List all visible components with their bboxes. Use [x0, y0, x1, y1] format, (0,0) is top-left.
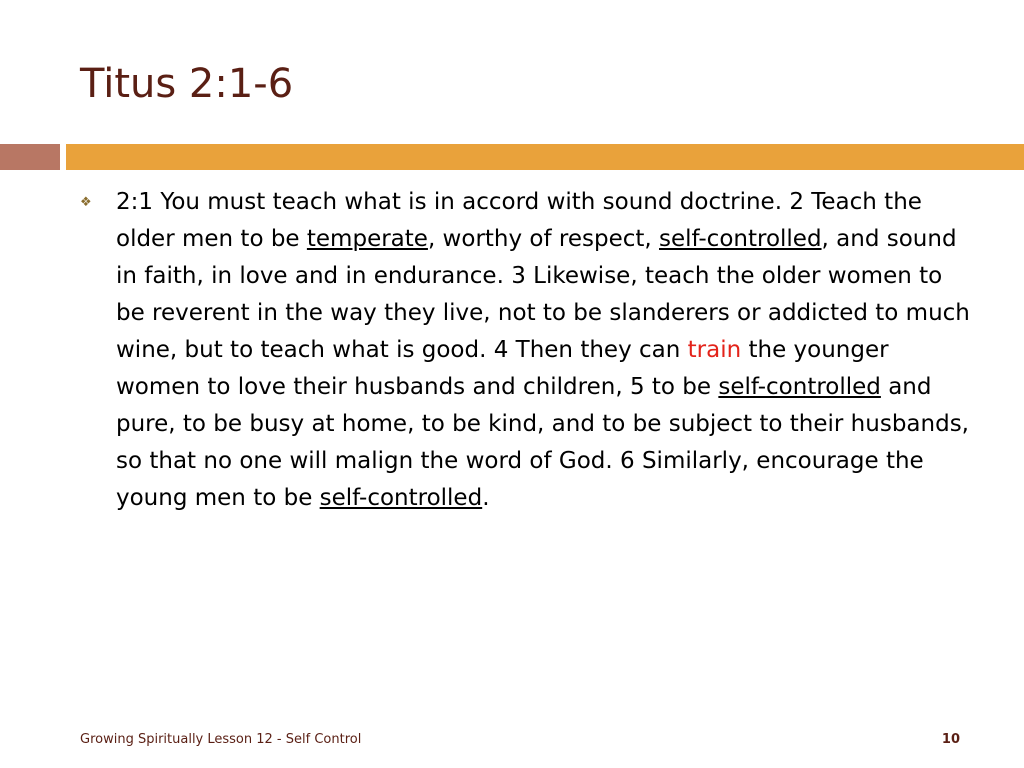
decorative-bar-right: [66, 144, 1024, 170]
scripture-text-segment: .: [482, 485, 490, 511]
page-number: 10: [941, 732, 960, 747]
scripture-text-segment: and pure, to be busy at home, to be kind, and to be subject to their husbands, so that no one will malign the word of God. 6 Similarly, encourage the young men to be: [116, 374, 969, 511]
underlined-term-self-controlled: self-controlled: [319, 485, 483, 511]
footer-lesson-title: Growing Spiritually Lesson 12 - Self Control: [80, 732, 362, 747]
underlined-term-self-controlled: self-controlled: [718, 374, 881, 400]
underlined-term-temperate: temperate: [306, 226, 428, 252]
highlighted-term-train: train: [687, 337, 742, 363]
scripture-text-segment: , and sound in faith, in love and in endurance. 3 Likewise, teach the older women to be reverent in the way they live, not to be slanderers or addicted to much wine, but to teach what is good. 4 Then they can: [116, 226, 970, 363]
scripture-text-segment: , worthy of respect,: [427, 226, 660, 252]
decorative-bar-left: [0, 144, 60, 170]
scripture-text-segment: 2:1 You must teach what is in accord with sound doctrine. 2 Teach the older men to be: [116, 189, 922, 252]
scripture-text-segment: the younger women to love their husbands and children, 5 to be: [116, 337, 889, 400]
slide-title: Titus 2:1-6: [80, 61, 294, 107]
scripture-text: [116, 184, 976, 517]
diamond-bullet-icon: ❖: [80, 195, 92, 210]
underlined-term-self-controlled: self-controlled: [659, 226, 822, 252]
